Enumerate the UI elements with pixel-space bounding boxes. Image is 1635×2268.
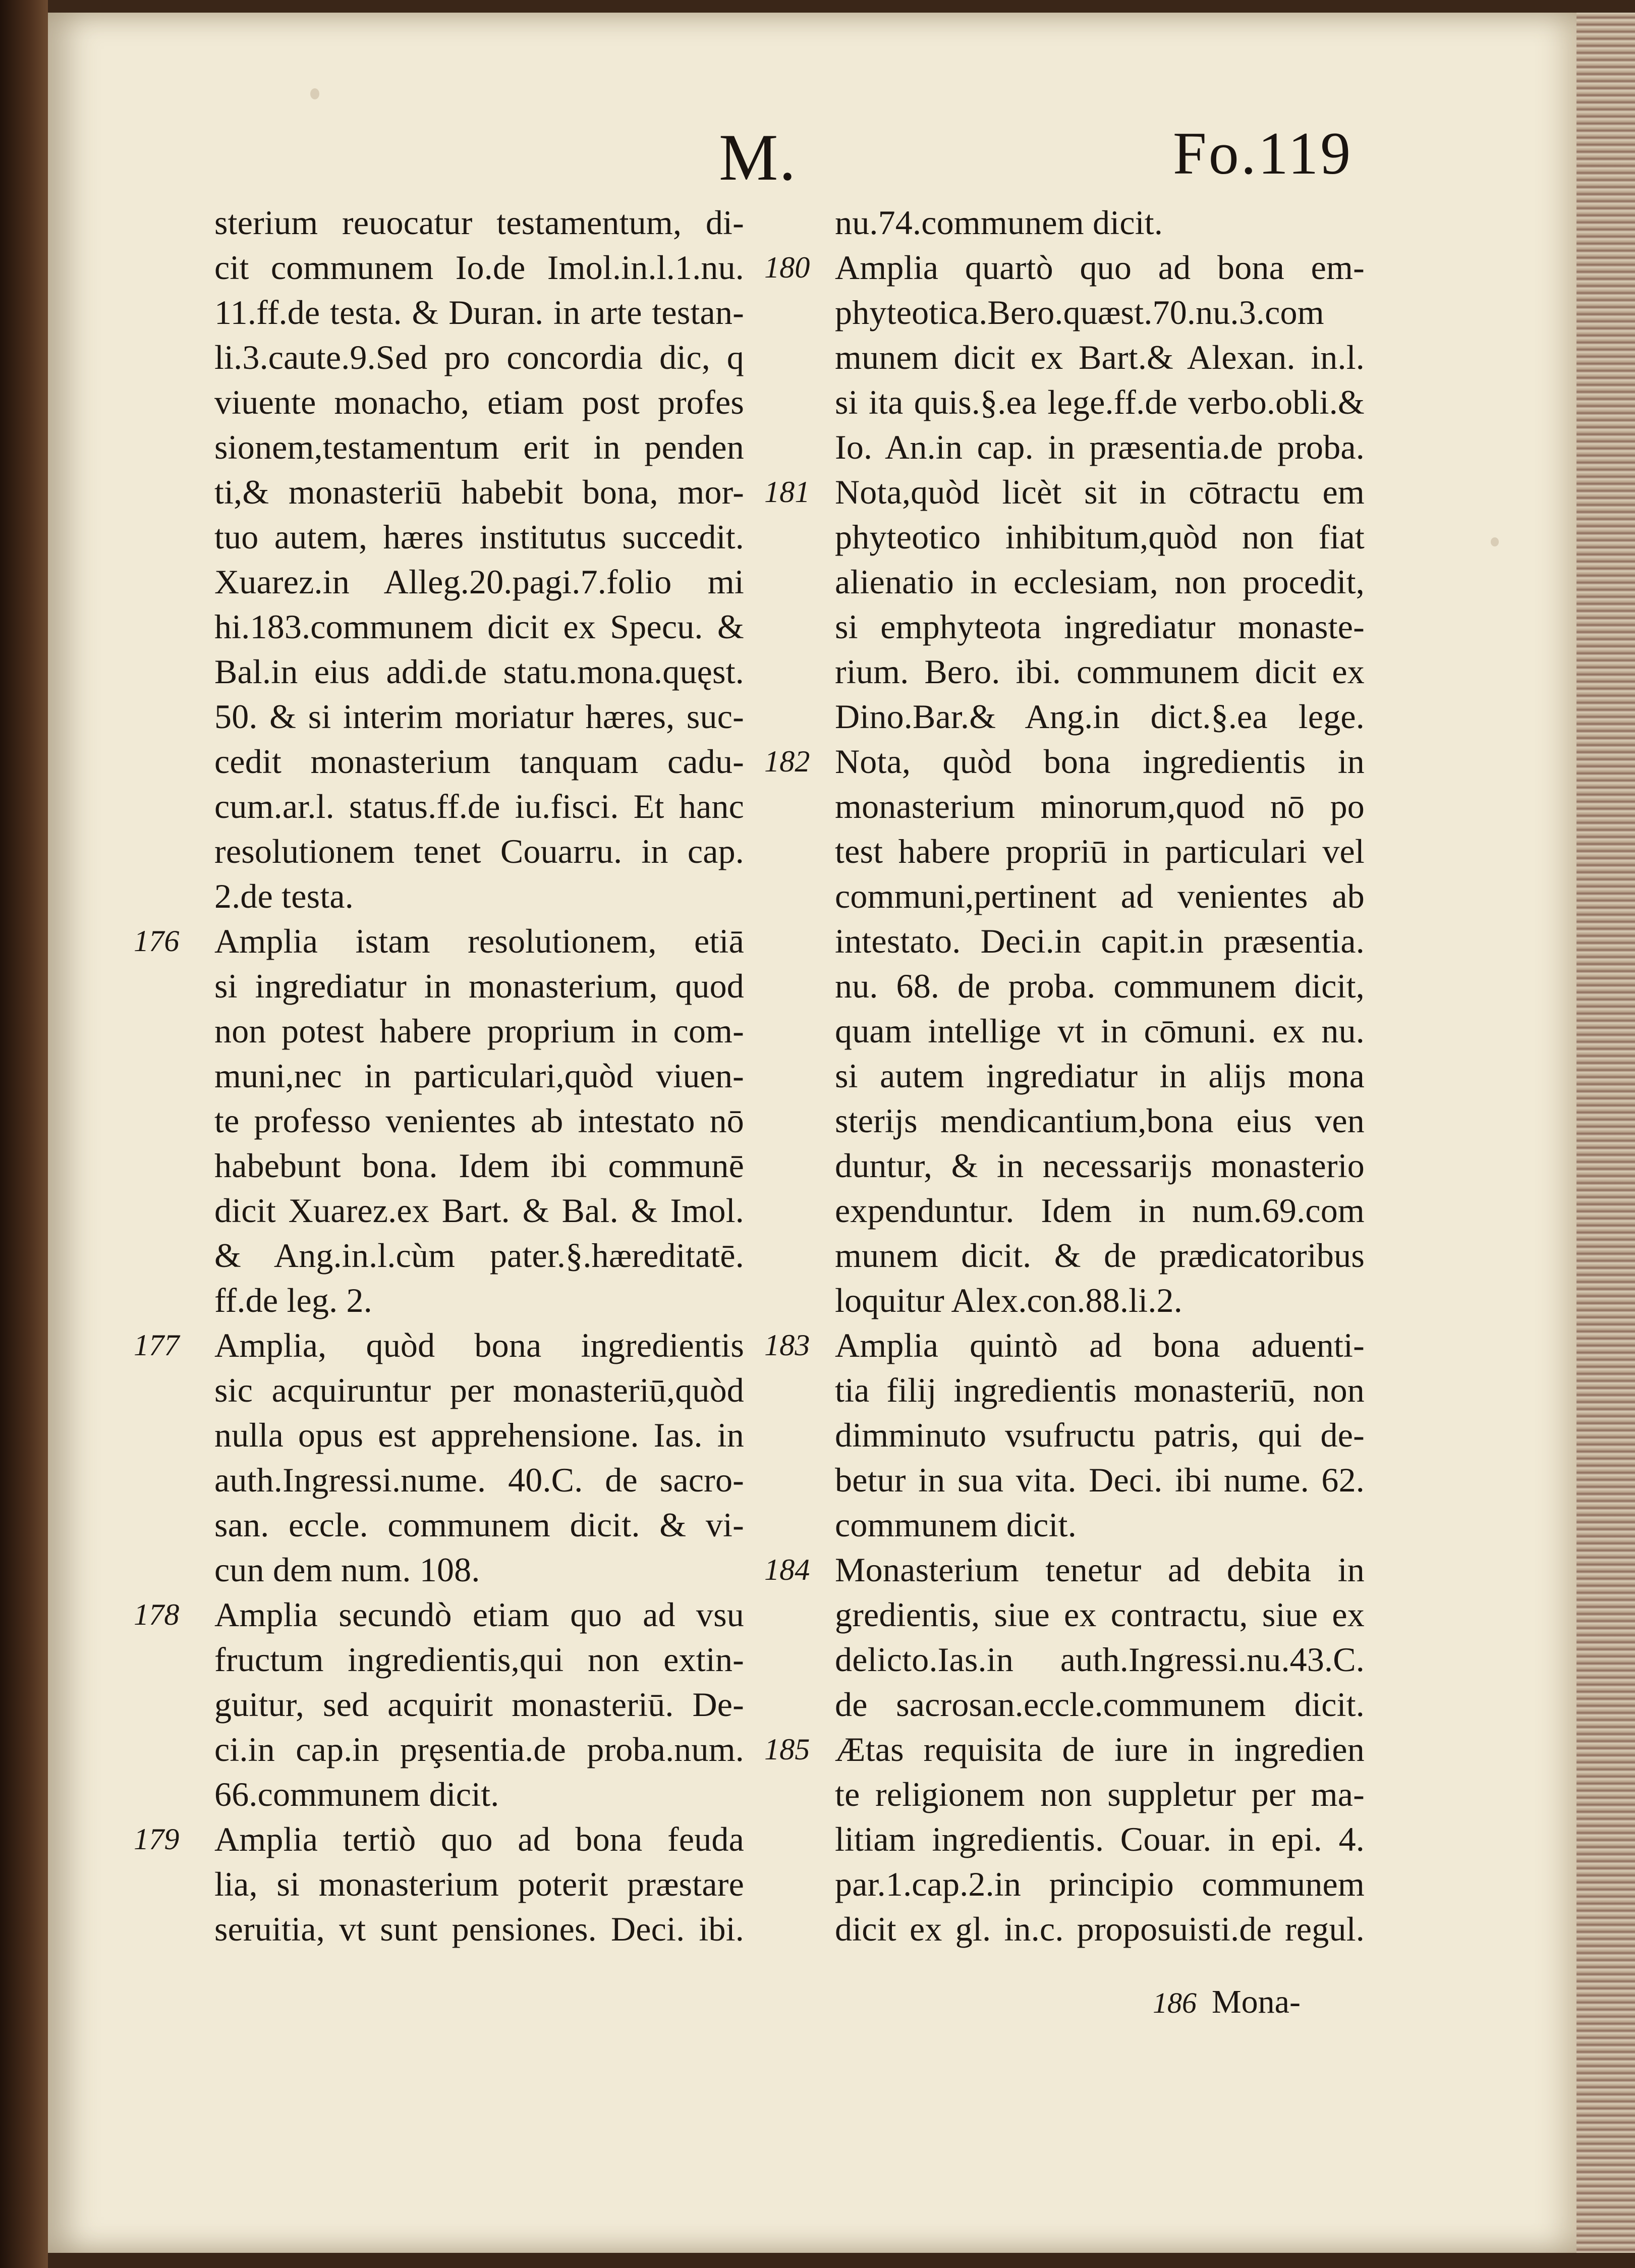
text-line: [159, 470, 744, 515]
paragraph-number: 180: [764, 251, 810, 284]
text-line: [779, 694, 1365, 739]
line-text: Dino.Bar.& Ang.in dict.§.ea lege.: [835, 697, 1365, 736]
line-text: Xuarez.in Alleg.20.pagi.7.folio mi: [214, 563, 744, 601]
text-line: [779, 604, 1365, 649]
paragraph-number: 178: [134, 1598, 180, 1631]
text-line: [779, 1278, 1365, 1323]
text-line: [159, 1682, 744, 1727]
line-text: non potest habere proprium in com-: [214, 1012, 744, 1050]
paragraph-number: 181: [764, 475, 810, 509]
text-line: [779, 1368, 1365, 1413]
text-line: [779, 200, 1365, 245]
page-header: [48, 119, 1576, 194]
book-page: [48, 13, 1576, 2253]
text-line: [134, 1817, 744, 1862]
line-text: te professo venientes ab intestato nō: [214, 1101, 744, 1140]
text-line: [779, 335, 1365, 380]
text-line: [779, 1907, 1365, 1952]
text-line: [779, 649, 1365, 694]
text-line: [159, 1727, 744, 1772]
line-text: munem dicit ex Bart.& Alexan. in.l.: [835, 338, 1365, 376]
text-line: [159, 1278, 744, 1323]
line-text: expenduntur. Idem in num.69.com: [835, 1191, 1365, 1230]
line-text: habebunt bona. Idem ibi communē: [214, 1146, 744, 1185]
line-text: li.3.caute.9.Sed pro concordia dic, q: [214, 338, 744, 376]
text-line: [764, 1547, 1365, 1592]
line-text: cum.ar.l. status.ff.de iu.fisci. Et hanc: [214, 787, 744, 825]
line-text: loquitur Alex.con.88.li.2.: [835, 1281, 1182, 1319]
catchword-number: 186: [1153, 1986, 1197, 2019]
line-text: quam intellige vt in cōmuni. ex nu.: [835, 1012, 1365, 1050]
line-text: communem dicit.: [835, 1506, 1077, 1544]
line-text: auth.Ingressi.nume. 40.C. de sacro-: [214, 1461, 744, 1499]
catchword: [1153, 1983, 1301, 2021]
line-text: Amplia istam resolutionem, etiā: [214, 922, 744, 960]
book-spine: [0, 0, 48, 2268]
folio-number: Fo.119: [1173, 120, 1353, 187]
line-text: si autem ingrediatur in alijs mona: [835, 1057, 1365, 1095]
line-text: resolutionem tenet Couarru. in cap.: [214, 832, 744, 870]
line-text: nulla opus est apprehensione. Ias. in: [214, 1416, 744, 1454]
text-line: [779, 380, 1365, 425]
line-text: sic acquiruntur per monasteriū,quòd: [214, 1371, 744, 1409]
line-text: Amplia, quòd bona ingredientis: [214, 1326, 744, 1364]
line-text: hi.183.communem dicit ex Specu. &: [214, 607, 744, 646]
text-line: [779, 1009, 1365, 1054]
text-line: [159, 1143, 744, 1188]
line-text: Monasterium tenetur ad debita in: [835, 1551, 1365, 1589]
line-text: dicit Xuarez.ex Bart. & Bal. & Imol.: [214, 1191, 744, 1230]
line-text: duntur, & in necessarijs monasterio: [835, 1146, 1365, 1185]
text-line: [159, 739, 744, 784]
line-text: ti,& monasteriū habebit bona, mor-: [214, 473, 744, 511]
text-line: [159, 874, 744, 919]
line-text: cit communem Io.de Imol.in.l.1.nu.: [214, 248, 744, 287]
paragraph-number: 185: [764, 1733, 810, 1766]
right-column: [764, 200, 1365, 1952]
text-line: [779, 784, 1365, 829]
text-line: [779, 425, 1365, 470]
text-line: [764, 245, 1365, 290]
text-line: [159, 1907, 744, 1952]
line-text: communi,pertinent ad venientes ab: [835, 877, 1365, 915]
line-text: litiam ingredientis. Couar. in epi. 4.: [835, 1820, 1365, 1858]
text-line: [764, 470, 1365, 515]
line-text: alienatio in ecclesiam, non procedit,: [835, 563, 1365, 601]
text-line: [159, 245, 744, 290]
text-line: [779, 1592, 1365, 1637]
text-line: [779, 1772, 1365, 1817]
text-line: [764, 739, 1365, 784]
line-text: & Ang.in.l.cùm pater.§.hæreditatē.: [214, 1236, 744, 1275]
text-line: [779, 1862, 1365, 1907]
text-line: [779, 829, 1365, 874]
line-text: Amplia secundò etiam quo ad vsu: [214, 1595, 744, 1634]
line-text: 11.ff.de testa. & Duran. in arte testan-: [214, 293, 744, 331]
text-line: [159, 784, 744, 829]
line-text: san. eccle. communem dicit. & vi-: [214, 1506, 744, 1544]
text-line: [134, 1323, 744, 1368]
line-text: cedit monasterium tanquam cadu-: [214, 742, 744, 781]
line-text: phyteotica.Bero.quæst.70.nu.3.com: [835, 293, 1324, 331]
line-text: monasterium minorum,quod nō po: [835, 787, 1365, 825]
paragraph-number: 176: [134, 924, 180, 958]
text-line: [779, 1098, 1365, 1143]
line-text: si ingrediatur in monasterium, quod: [214, 967, 744, 1005]
line-text: Amplia tertiò quo ad bona feuda: [214, 1820, 744, 1858]
line-text: Ætas requisita de iure in ingredien: [835, 1730, 1365, 1768]
text-line: [159, 1458, 744, 1503]
text-line: [159, 290, 744, 335]
line-text: test habere propriū in particulari vel: [835, 832, 1365, 870]
text-line: [779, 1188, 1365, 1233]
line-text: si ita quis.§.ea lege.ff.de verbo.obli.&: [835, 383, 1365, 421]
text-line: [779, 1233, 1365, 1278]
line-text: dicit ex gl. in.c. proposuisti.de regul.: [835, 1910, 1365, 1948]
text-line: [159, 335, 744, 380]
text-line: [159, 1009, 744, 1054]
text-line: [134, 1592, 744, 1637]
line-text: nu.74.communem dicit.: [835, 203, 1163, 242]
text-line: [159, 1233, 744, 1278]
line-text: Nota,quòd licèt sit in cōtractu em: [835, 473, 1365, 511]
text-line: [159, 1098, 744, 1143]
line-text: Amplia quintò ad bona aduenti-: [835, 1326, 1365, 1364]
catchword-text: Mona-: [1212, 1983, 1301, 2020]
text-line: [779, 874, 1365, 919]
text-line: [159, 515, 744, 560]
line-text: ff.de leg. 2.: [214, 1281, 372, 1319]
text-line: [159, 829, 744, 874]
ink-spot: [1491, 537, 1499, 546]
line-text: te religionem non suppletur per ma-: [835, 1775, 1365, 1813]
text-line: [159, 1054, 744, 1098]
line-text: cun dem num. 108.: [214, 1551, 480, 1589]
text-line: [779, 560, 1365, 604]
text-line: [779, 1054, 1365, 1098]
line-text: 66.communem dicit.: [214, 1775, 499, 1813]
text-line: [159, 1637, 744, 1682]
text-line: [779, 1682, 1365, 1727]
line-text: intestato. Deci.in capit.in præsentia.: [835, 922, 1365, 960]
text-line: [779, 1503, 1365, 1547]
line-text: ci.in cap.in prȩsentia.de proba.num.: [214, 1730, 744, 1768]
line-text: seruitia, vt sunt pensiones. Deci. ibi.: [214, 1910, 744, 1948]
text-line: [779, 964, 1365, 1009]
left-column: [134, 200, 744, 1952]
line-text: sionem,testamentum erit in penden: [214, 428, 744, 466]
line-text: sterijs mendicantium,bona eius ven: [835, 1101, 1365, 1140]
line-text: dimminuto vsufructu patris, qui de-: [835, 1416, 1365, 1454]
line-text: 2.de testa.: [214, 877, 354, 915]
text-line: [159, 649, 744, 694]
line-text: tia filij ingredientis monasteriū, non: [835, 1371, 1365, 1409]
line-text: 50. & si interim moriatur hæres, suc-: [214, 697, 744, 736]
paragraph-number: 177: [134, 1329, 180, 1362]
line-text: Bal.in eius addi.de statu.mona.quęst.: [214, 652, 744, 691]
page-edge: [1576, 13, 1635, 2253]
line-text: de sacrosan.eccle.communem dicit.: [835, 1685, 1365, 1724]
text-line: [779, 290, 1365, 335]
text-line: [779, 1458, 1365, 1503]
line-text: muni,nec in particulari,quòd viuen-: [214, 1057, 744, 1095]
line-text: si emphyteota ingrediatur monaste-: [835, 607, 1365, 646]
paragraph-number: 184: [764, 1553, 810, 1586]
text-line: [779, 1817, 1365, 1862]
line-text: Io. An.in cap. in præsentia.de proba.: [835, 428, 1365, 466]
line-text: delicto.Ias.in auth.Ingressi.nu.43.C.: [835, 1640, 1365, 1679]
line-text: gredientis, siue ex contractu, siue ex: [835, 1595, 1365, 1634]
line-text: guitur, sed acquirit monasteriū. De-: [214, 1685, 744, 1724]
text-line: [779, 1637, 1365, 1682]
text-line: [159, 1503, 744, 1547]
line-text: rium. Bero. ibi. communem dicit ex: [835, 652, 1365, 691]
line-text: betur in sua vita. Deci. ibi nume. 62.: [835, 1461, 1365, 1499]
paragraph-number: 182: [764, 745, 810, 778]
line-text: lia, si monasterium poterit præstare: [214, 1865, 744, 1903]
line-text: phyteotico inhibitum,quòd non fiat: [835, 518, 1365, 556]
line-text: fructum ingredientis,qui non extin-: [214, 1640, 744, 1679]
line-text: tuo autem, hæres institutus succedit.: [214, 518, 744, 556]
line-text: Amplia quartò quo ad bona em-: [835, 248, 1365, 287]
paragraph-number: 179: [134, 1822, 180, 1856]
text-line: [159, 560, 744, 604]
line-text: par.1.cap.2.in principio communem: [835, 1865, 1365, 1903]
text-line: [779, 1143, 1365, 1188]
line-text: viuente monacho, etiam post profes: [214, 383, 744, 421]
signature-mark: M.: [719, 120, 797, 194]
text-line: [134, 919, 744, 964]
text-line: [159, 1547, 744, 1592]
line-text: sterium reuocatur testamentum, di-: [214, 203, 744, 242]
text-line: [159, 425, 744, 470]
text-line: [159, 1188, 744, 1233]
text-line: [159, 380, 744, 425]
ink-spot: [310, 88, 319, 99]
line-text: Nota, quòd bona ingredientis in: [835, 742, 1365, 781]
text-line: [159, 1862, 744, 1907]
text-line: [159, 200, 744, 245]
text-line: [779, 1413, 1365, 1458]
text-line: [779, 919, 1365, 964]
text-line: [159, 604, 744, 649]
text-line: [159, 1368, 744, 1413]
paragraph-number: 183: [764, 1329, 810, 1362]
text-line: [159, 694, 744, 739]
line-text: munem dicit. & de prædicatoribus: [835, 1236, 1365, 1275]
text-line: [764, 1727, 1365, 1772]
text-line: [159, 964, 744, 1009]
text-line: [159, 1772, 744, 1817]
text-line: [159, 1413, 744, 1458]
text-line: [779, 515, 1365, 560]
line-text: nu. 68. de proba. communem dicit,: [835, 967, 1365, 1005]
text-line: [764, 1323, 1365, 1368]
